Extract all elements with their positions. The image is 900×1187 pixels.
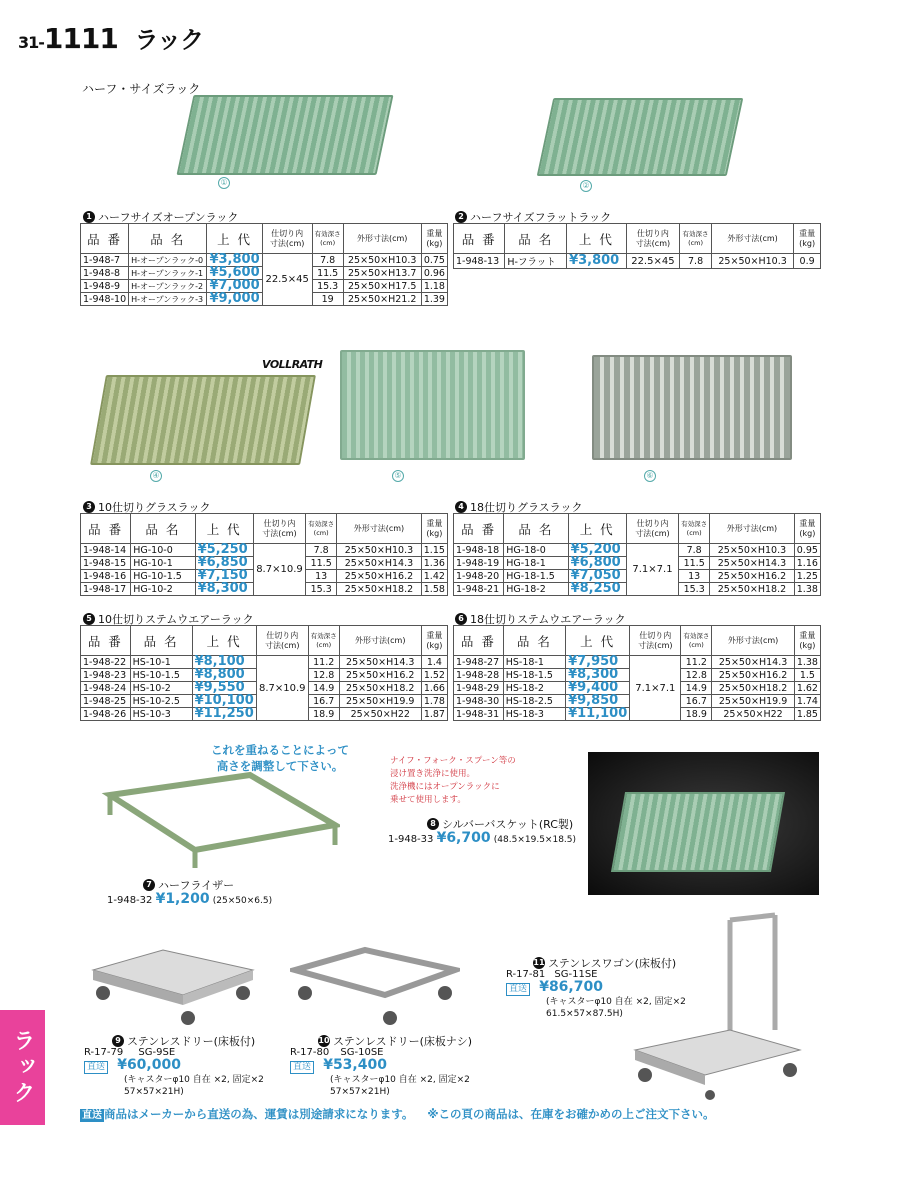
table4-caption: 4 18仕切りグラスラック — [455, 499, 582, 515]
riser-note: これを重ねることによって 高さを調整して下さい。 — [211, 743, 349, 773]
table1-caption: 1 ハーフサイズオープンラック — [83, 209, 238, 225]
image-label-1: ① — [218, 177, 230, 189]
basket-info: 1-948-33 ¥6,700 (48.5×19.5×18.5) — [388, 830, 577, 846]
table3-caption: 3 10仕切りグラスラック — [83, 499, 210, 515]
table-row: 1-948-22 HS-10-1 ¥8,100 8.7×10.9 11.2 25×50×H14.3 1.4 — [81, 656, 448, 669]
table6-caption: 6 18仕切りステムウエアーラック — [455, 611, 626, 627]
silver-basket-photo — [588, 752, 819, 895]
image-label-4: ④ — [150, 470, 162, 482]
table-row: 1-948-13 H-フラット ¥3,800 22.5×45 7.8 25×50×H10.3 0.9 — [454, 254, 821, 269]
table-row: 1-948-10 H-オープンラック-3 ¥9,000 19 25×50×H21.2 1.39 — [81, 293, 448, 306]
glass-rack-18-stack-image — [340, 350, 525, 460]
flat-rack-image — [537, 98, 744, 176]
table-row: 1-948-27 HS-18-1 ¥7,950 7.1×7.1 11.2 25×50×H14.3 1.38 — [454, 656, 821, 669]
table-row: 1-948-21 HG-18-2 ¥8,250 15.3 25×50×H18.2 1.38 — [454, 583, 821, 596]
table-glass-rack-18: 品 番 品 名 上 代 仕切り内 寸法(cm) 有効深さ (cm) 外形寸法(cm) 重量 (kg) 1-948-18 HG-18-0 ¥5,200 7.1×7.1 7.8 25×50×H10.3 0.95 1-948-19 HG-18-1 ¥6,800 11.5 25×50×H14.3 1.16 1-948-20 HG-18-1.5 ¥7,050 13 25×50×H16.2 1.25 1-948-21 HG-18-2 ¥8,250 15.3 25×50×H18.2 1.38 — [453, 513, 821, 596]
table-row: 1-948-7 H-オープンラック-0 ¥3,800 22.5×45 7.8 25×50×H10.3 0.75 — [81, 254, 448, 267]
table-row: 1-948-19 HG-18-1 ¥6,800 11.5 25×50×H14.3 1.16 — [454, 557, 821, 570]
table-row: 1-948-29 HS-18-2 ¥9,400 14.9 25×50×H18.2 1.62 — [454, 682, 821, 695]
stemware-rack-image — [592, 355, 792, 460]
page-number: 31-1111 ラック — [18, 22, 204, 55]
table-row: 1-948-30 HS-18-2.5 ¥9,850 16.7 25×50×H19.9 1.74 — [454, 695, 821, 708]
riser-caption: 7 ハーフライザー — [143, 877, 234, 893]
table-row: 1-948-15 HG-10-1 ¥6,850 11.5 25×50×H14.3 1.36 — [81, 557, 448, 570]
basket-note: ナイフ・フォーク・スプーン等の 浸け置き洗浄に使用。 洗浄機にはオープンラックに 乗せて使用します。 — [390, 756, 516, 805]
wagon11-caption: 11 ステンレスワゴン(床板付) — [533, 957, 677, 970]
table-row: 1-948-9 H-オープンラック-2 ¥7,000 15.3 25×50×H17.5 1.18 — [81, 280, 448, 293]
table-row: 1-948-16 HG-10-1.5 ¥7,150 13 25×50×H16.2 1.42 — [81, 570, 448, 583]
glass-rack-10-image — [90, 375, 316, 465]
table-row: 1-948-20 HG-18-1.5 ¥7,050 13 25×50×H16.2 1.25 — [454, 570, 821, 583]
dolly9-caption: 9 ステンレスドリー(床板付) — [112, 1033, 255, 1049]
basket-caption: 8 シルバーバスケット(RC製) — [427, 816, 573, 832]
table-flat-rack: 品 番 品 名 上 代 仕切り内 寸法(cm) 有効深さ (cm) 外形寸法(cm) 重量 (kg) 1-948-13 H-フラット ¥3,800 22.5×45 7.8 25×50×H10.3 0.9 — [453, 223, 821, 269]
dolly10-info: R-17-80 SG-10SE 直送 ¥53,400 (キャスターφ10 自在 ×2, 固定×2 57×57×21H) — [290, 1047, 470, 1097]
vollrath-logo: VOLLRATH — [262, 358, 323, 371]
image-label-2: ② — [580, 180, 592, 192]
dolly9-info: R-17-79 SG-9SE 直送 ¥60,000 (キャスターφ10 自在 ×2, 固定×2 57×57×21H) — [84, 1047, 264, 1097]
table5-caption: 5 10仕切りステムウエアーラック — [83, 611, 254, 627]
table-row: 1-948-31 HS-18-3 ¥11,100 18.9 25×50×H22 1.85 — [454, 708, 821, 721]
riser-info: 1-948-32 ¥1,200 (25×50×6.5) — [107, 891, 273, 907]
table-row: 1-948-17 HG-10-2 ¥8,300 15.3 25×50×H18.2 1.58 — [81, 583, 448, 596]
table2-caption: 2 ハーフサイズフラットラック — [455, 209, 611, 225]
table-row: 1-948-25 HS-10-2.5 ¥10,100 16.7 25×50×H19.9 1.78 — [81, 695, 448, 708]
stainless-dolly-frame-image — [290, 945, 460, 1025]
section-title: ハーフ・サイズラック — [82, 82, 201, 96]
table-stemware-rack-18: 品 番 品 名 上 代 仕切り内 寸法(cm) 有効深さ (cm) 外形寸法(cm) 重量 (kg) 1-948-27 HS-18-1 ¥7,950 7.1×7.1 11.2 25×50×H14.3 1.38 1-948-28 HS-18-1.5 ¥8,300 12.8 25×50×H16.2 1.5 1-948-29 HS-18-2 ¥9,400 14.9 25×50×H18.2 1.62 1-948-30 HS-18-2.5 ¥9,850 16.7 25×50×H19.9 1.74 1-948-31 HS-18-3 ¥11,100 18.9 25×50×H22 1.85 — [453, 625, 821, 721]
table-open-rack: 品 番 品 名 上 代 仕切り内 寸法(cm) 有効深さ (cm) 外形寸法(cm) 重量 (kg) 1-948-7 H-オープンラック-0 ¥3,800 22.5×45 7.8 25×50×H10.3 0.75 1-948-8 H-オープンラック-1 ¥5,600 11.5 25×50×H13.7 0.96 1-948-9 H-オープンラック-2 ¥7,000 15.3 25×50×H17.5 1.18 1-948-10 H-オープンラック-3 ¥9,000 19 25×50×H21.2 1.39 — [80, 223, 448, 306]
half-riser-image — [100, 770, 340, 870]
table-row: 1-948-23 HS-10-1.5 ¥8,800 12.8 25×50×H16.2 1.52 — [81, 669, 448, 682]
footer-note: 直送 商品はメーカーから直送の為、運賃は別途請求になります。 ※この頁の商品は、在庫をお確かめの上ご注文下さい。 — [82, 1107, 715, 1121]
page-title: ラック — [134, 26, 204, 54]
table-glass-rack-10: 品 番 品 名 上 代 仕切り内 寸法(cm) 有効深さ (cm) 外形寸法(cm) 重量 (kg) 1-948-14 HG-10-0 ¥5,250 8.7×10.9 7.8 25×50×H10.3 1.15 1-948-15 HG-10-1 ¥6,850 11.5 25×50×H14.3 1.36 1-948-16 HG-10-1.5 ¥7,150 13 25×50×H16.2 1.42 1-948-17 HG-10-2 ¥8,300 15.3 25×50×H18.2 1.58 — [80, 513, 448, 596]
wagon11-info: R-17-81 SG-11SE 直送 ¥86,700 (キャスターφ10 自在 ×2, 固定×2 61.5×57×87.5H) — [506, 969, 686, 1019]
table-row: 1-948-26 HS-10-3 ¥11,250 18.9 25×50×H22 1.87 — [81, 708, 448, 721]
image-label-6: ⑥ — [644, 470, 656, 482]
table-row: 1-948-18 HG-18-0 ¥5,200 7.1×7.1 7.8 25×50×H10.3 0.95 — [454, 544, 821, 557]
stainless-dolly-image — [88, 945, 258, 1025]
table-row: 1-948-24 HS-10-2 ¥9,550 14.9 25×50×H18.2 1.66 — [81, 682, 448, 695]
side-tab-rack: ラック — [0, 1010, 45, 1125]
table-stemware-rack-10: 品 番 品 名 上 代 仕切り内 寸法(cm) 有効深さ (cm) 外形寸法(cm) 重量 (kg) 1-948-22 HS-10-1 ¥8,100 8.7×10.9 11.2 25×50×H14.3 1.4 1-948-23 HS-10-1.5 ¥8,800 12.8 25×50×H16.2 1.52 1-948-24 HS-10-2 ¥9,550 14.9 25×50×H18.2 1.66 1-948-25 HS-10-2.5 ¥10,100 16.7 25×50×H19.9 1.78 1-948-26 HS-10-3 ¥11,250 18.9 25×50×H22 1.87 — [80, 625, 448, 721]
image-label-5: ⑤ — [392, 470, 404, 482]
table-row: 1-948-8 H-オープンラック-1 ¥5,600 11.5 25×50×H13.7 0.96 — [81, 267, 448, 280]
dolly10-caption: 10 ステンレスドリー(床板ナシ) — [318, 1035, 472, 1048]
table-row: 1-948-14 HG-10-0 ¥5,250 8.7×10.9 7.8 25×50×H10.3 1.15 — [81, 544, 448, 557]
table-row: 1-948-28 HS-18-1.5 ¥8,300 12.8 25×50×H16.2 1.5 — [454, 669, 821, 682]
open-rack-image — [176, 95, 393, 175]
stainless-wagon-image — [630, 910, 810, 1100]
